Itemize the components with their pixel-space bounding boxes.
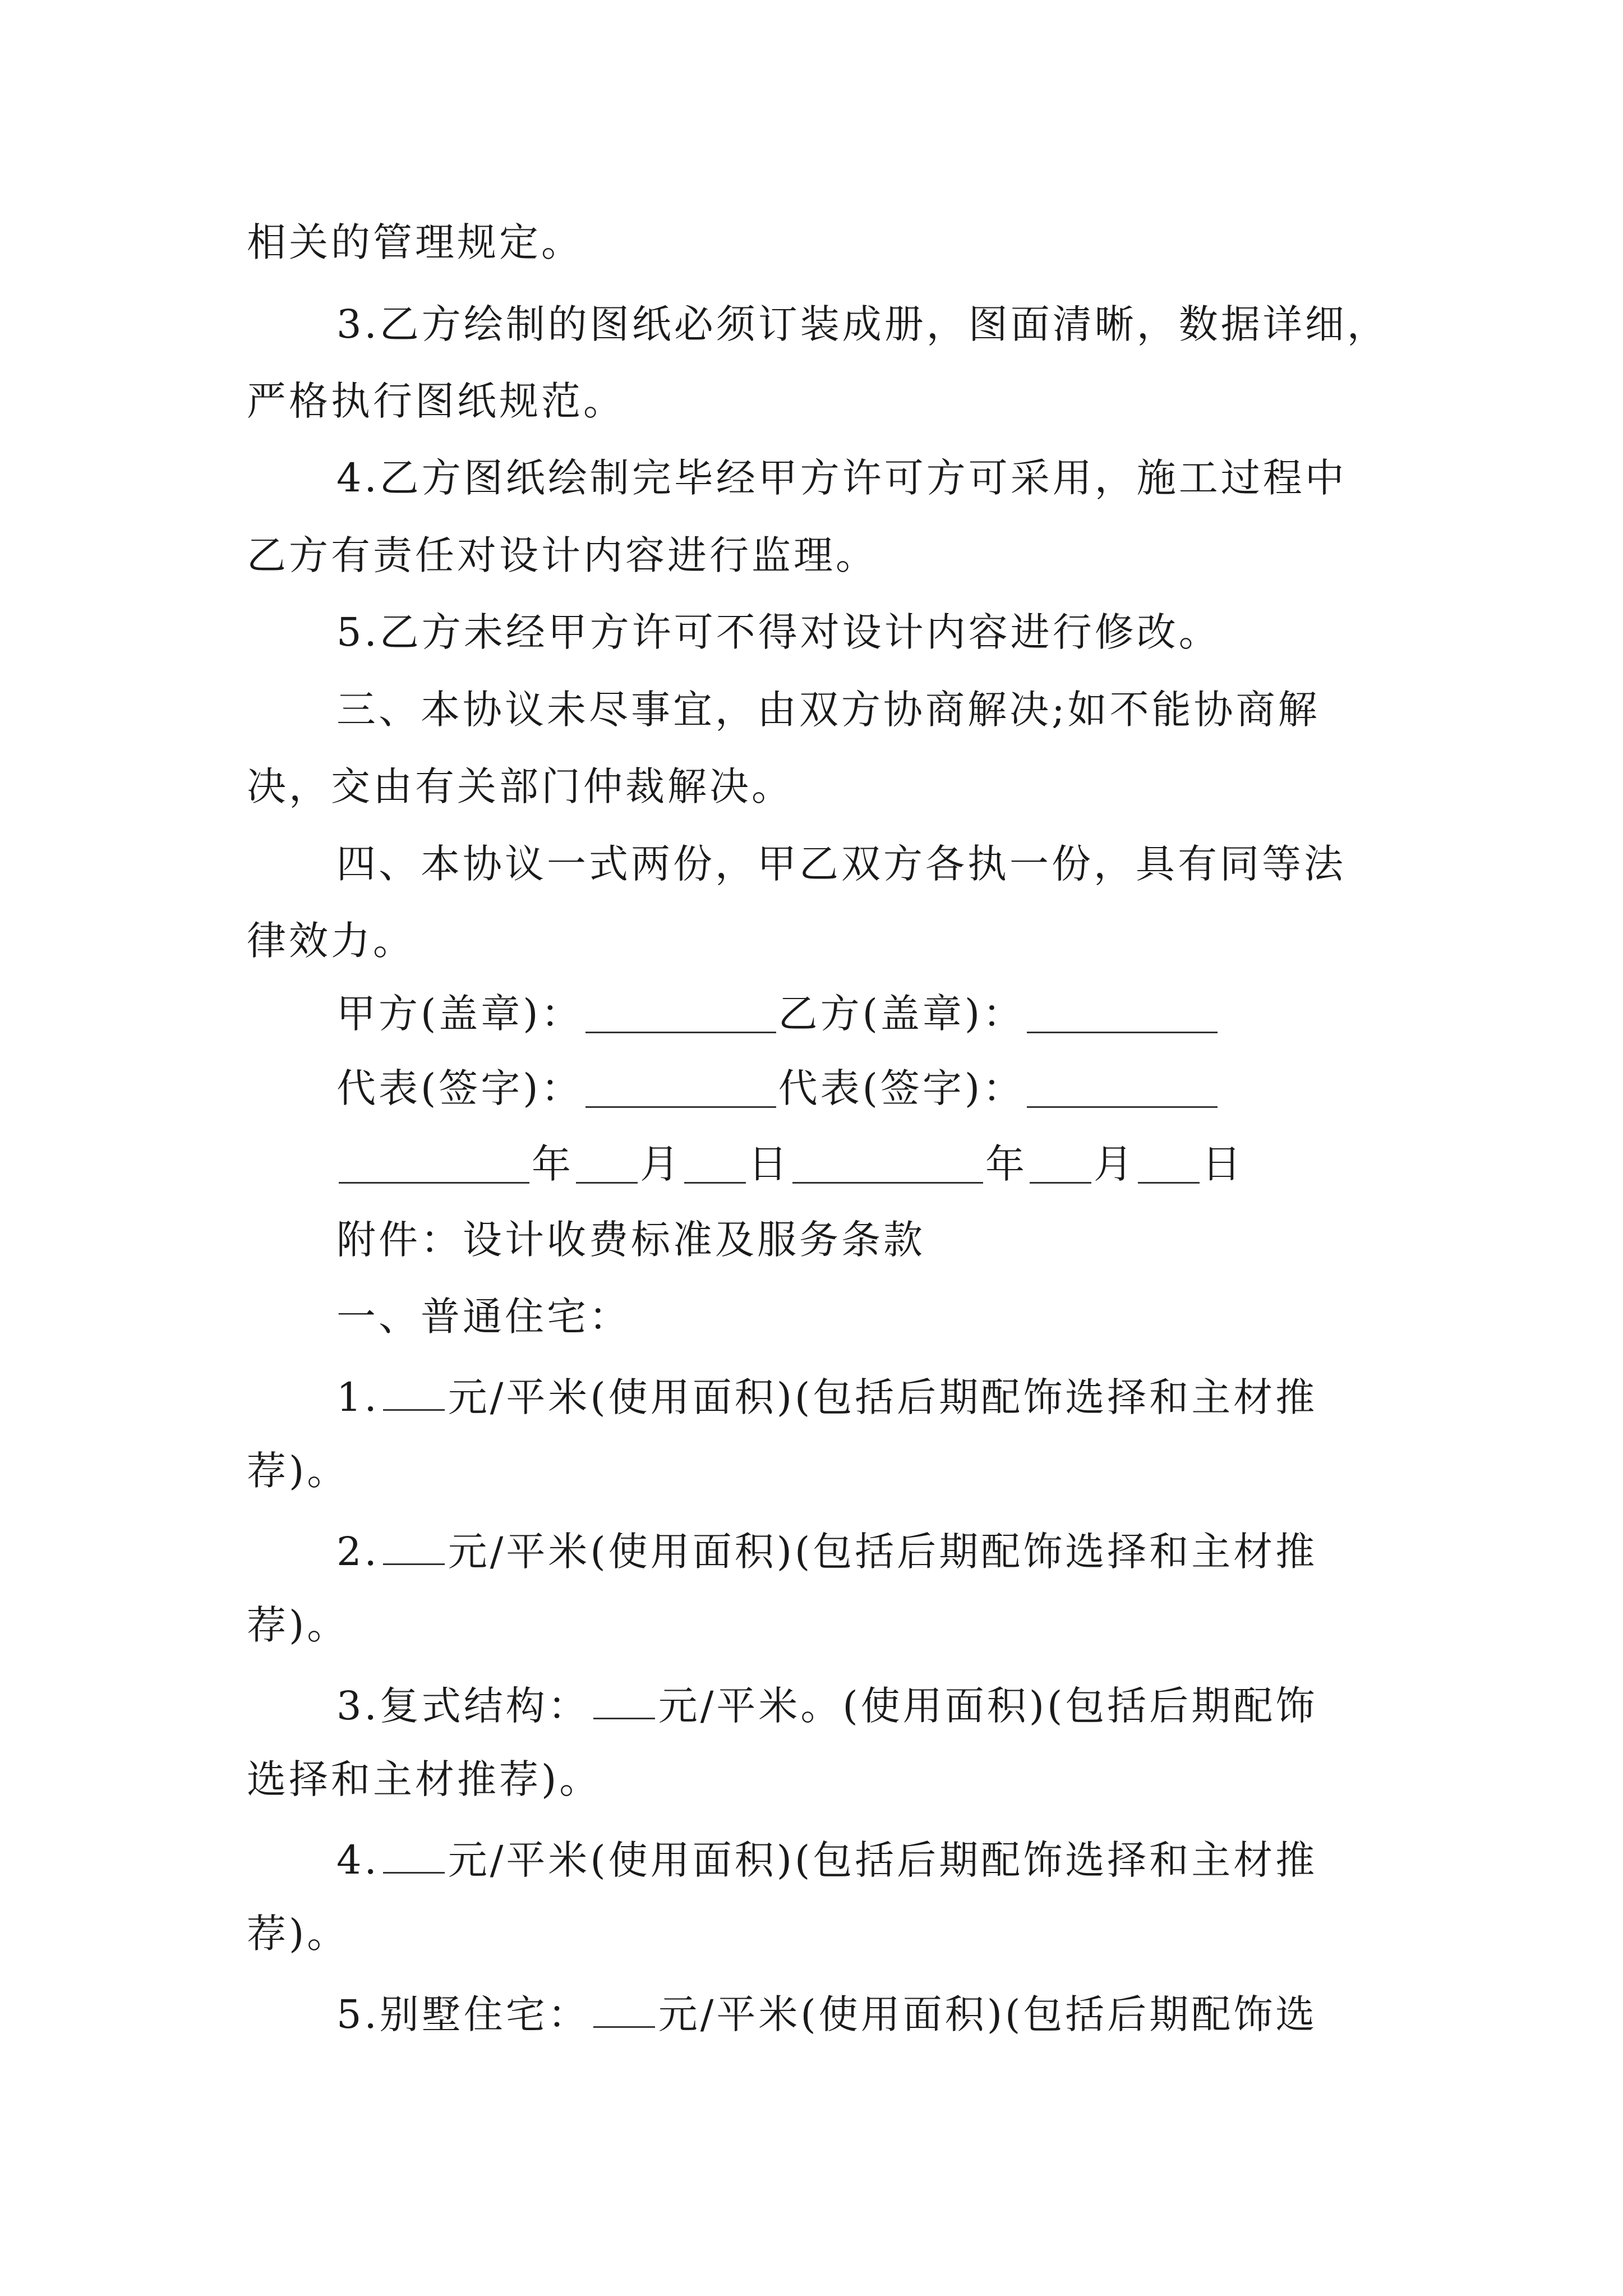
item-number: 3.复式结构：: [336, 1683, 590, 1729]
day-label: 日: [748, 1141, 790, 1187]
item-text: 元/平米(使用面积)(包括后期配饰选: [658, 1991, 1318, 2037]
signature-row: [336, 1065, 1220, 1111]
item-text: 元/平米(使用面积)(包括后期配饰选择和主材推: [448, 1837, 1318, 1883]
fee-item-1: [336, 1374, 1318, 1420]
fee-item-4: [336, 1837, 1318, 1883]
day-a-field[interactable]: [684, 1146, 746, 1184]
text-line: 严格执行图纸规范。: [247, 378, 625, 424]
item-number: 4.: [336, 1837, 380, 1883]
text-line: 相关的管理规定。: [247, 219, 583, 265]
clause-4: 4.乙方图纸绘制完毕经甲方许可方可采用，施工过程中: [336, 455, 1347, 501]
fee-item-2: [336, 1529, 1318, 1575]
year-a-field[interactable]: [339, 1146, 529, 1184]
text-line: 荐)。: [247, 1911, 349, 1957]
month-b-field[interactable]: [1030, 1146, 1091, 1184]
section-4: 四、本协议一式两份，甲乙双方各执一份，具有同等法: [336, 841, 1346, 887]
rep-a-sign-field[interactable]: [585, 1070, 776, 1108]
year-label: 年: [532, 1141, 574, 1187]
year-label: 年: [985, 1141, 1027, 1187]
item-number: 2.: [336, 1529, 380, 1575]
text-line: 乙方有责任对设计内容进行监理。: [247, 532, 878, 578]
seal-row: [336, 991, 1220, 1037]
item-number: 1.: [336, 1374, 380, 1420]
attachment-title: 附件：设计收费标准及服务条款: [336, 1217, 925, 1263]
month-label: 月: [640, 1141, 682, 1187]
rep-b-sign-field[interactable]: [1027, 1070, 1218, 1108]
fee-item-3: [336, 1683, 1318, 1729]
price-field[interactable]: [383, 1374, 445, 1411]
party-b-seal-field[interactable]: [1027, 996, 1218, 1033]
party-a-seal-label: 甲方(盖章)：: [336, 991, 583, 1037]
item-text: 元/平米(使用面积)(包括后期配饰选择和主材推: [448, 1374, 1318, 1420]
month-a-field[interactable]: [576, 1146, 638, 1184]
price-field[interactable]: [383, 1837, 445, 1874]
text-line: 决，交由有关部门仲裁解决。: [247, 763, 794, 809]
item-number: 5.别墅住宅：: [336, 1991, 590, 2037]
section-3: 三、本协议未尽事宜，由双方协商解决;如不能协商解: [336, 687, 1320, 733]
text-line: 荐)。: [247, 1602, 349, 1648]
text-line: 律效力。: [247, 918, 415, 964]
item-text: 元/平米。(使用面积)(包括后期配饰: [658, 1683, 1318, 1729]
month-label: 月: [1094, 1141, 1136, 1187]
rep-a-sign-label: 代表(签字)：: [336, 1065, 583, 1111]
section-residential: 一、普通住宅：: [336, 1294, 631, 1340]
text-line: 荐)。: [247, 1448, 349, 1494]
clause-5: 5.乙方未经甲方许可不得对设计内容进行修改。: [336, 609, 1221, 655]
year-b-field[interactable]: [792, 1146, 983, 1184]
fee-item-5: [336, 1991, 1318, 2037]
price-field[interactable]: [593, 1991, 655, 2028]
day-label: 日: [1202, 1141, 1244, 1187]
price-field[interactable]: [383, 1529, 445, 1565]
date-row: [336, 1141, 1244, 1187]
party-b-seal-label: 乙方(盖章)：: [778, 991, 1025, 1037]
party-a-seal-field[interactable]: [585, 996, 776, 1033]
price-field[interactable]: [593, 1683, 655, 1719]
item-text: 元/平米(使用面积)(包括后期配饰选择和主材推: [448, 1529, 1318, 1575]
clause-3: 3.乙方绘制的图纸必须订装成册，图面清晰，数据详细，: [336, 301, 1389, 347]
rep-b-sign-label: 代表(签字)：: [778, 1065, 1025, 1111]
text-line: 选择和主材推荐)。: [247, 1756, 602, 1802]
day-b-field[interactable]: [1138, 1146, 1200, 1184]
